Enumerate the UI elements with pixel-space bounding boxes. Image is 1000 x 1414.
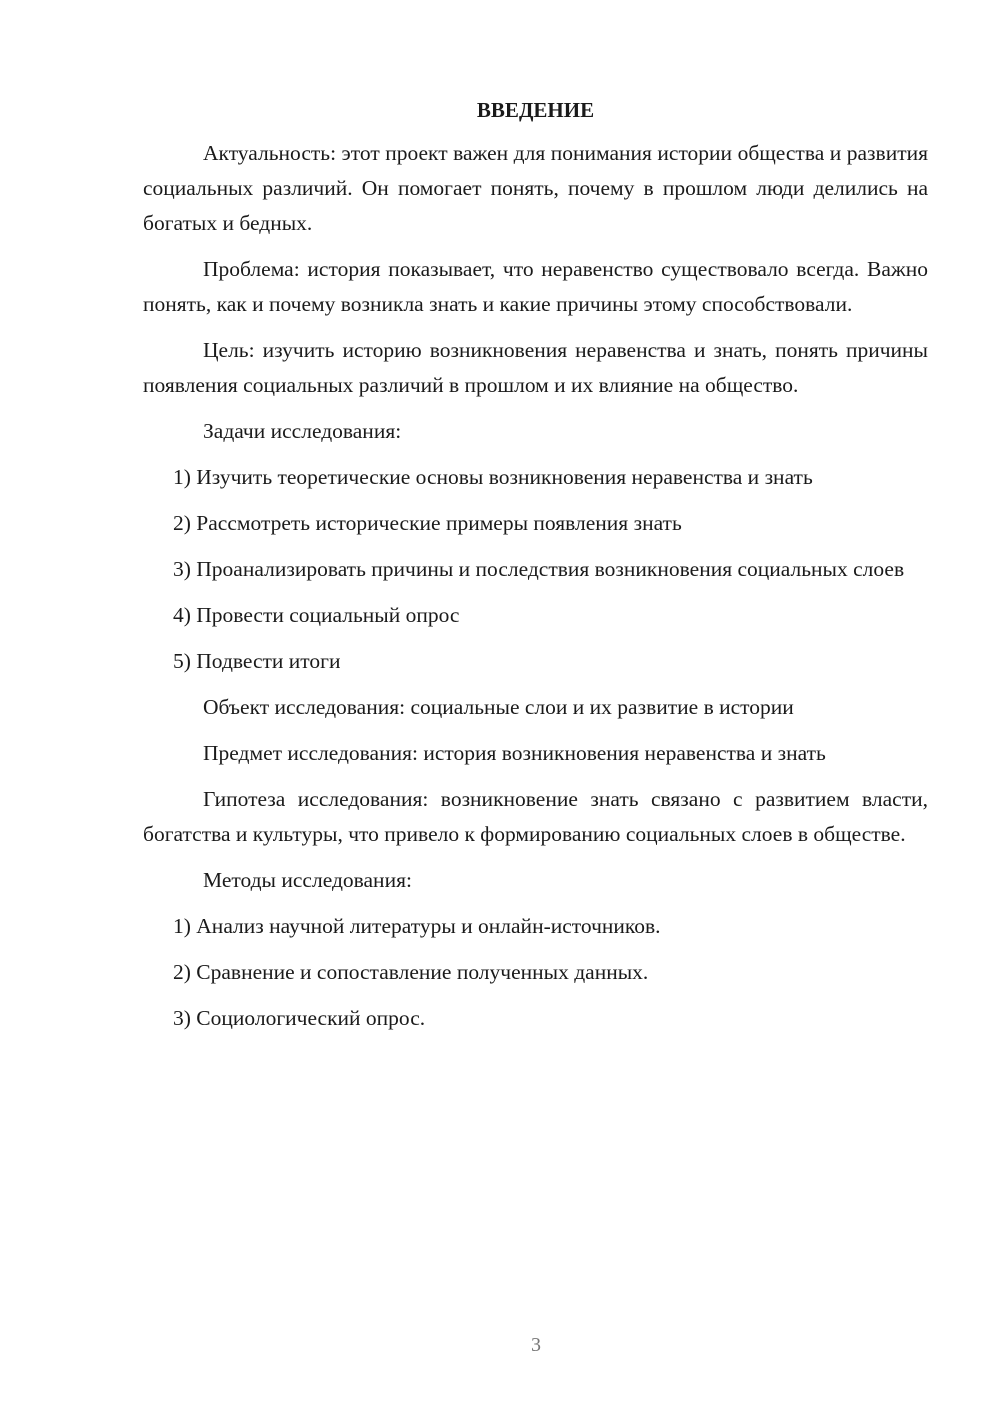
problem-paragraph: Проблема: история показывает, что неравенство существовало всегда. Важно понять, как и почему возникла знать и какие причины этому способствовали. xyxy=(143,257,928,316)
task-item-4: 4) Провести социальный опрос xyxy=(173,603,460,627)
task-item-3: 3) Проанализировать причины и последствия возникновения социальных слоев xyxy=(173,557,905,581)
methods-heading: Методы исследования: xyxy=(203,868,412,892)
relevance-paragraph: Актуальность: этот проект важен для понимания истории общества и развития социальных различий. Он помогает понять, почему в прошлом люди делились на богатых и бедных. xyxy=(143,141,928,235)
subject-paragraph: Предмет исследования: история возникновения неравенства и знать xyxy=(203,741,826,765)
tasks-heading: Задачи исследования: xyxy=(203,419,402,443)
method-item-1: 1) Анализ научной литературы и онлайн-источников. xyxy=(173,914,661,938)
task-item-1: 1) Изучить теоретические основы возникновения неравенства и знать xyxy=(173,465,813,489)
task-item-5: 5) Подвести итоги xyxy=(173,649,341,673)
document-page xyxy=(143,95,928,1047)
section-title: ВВЕДЕНИЕ xyxy=(476,98,595,122)
method-item-2: 2) Сравнение и сопоставление полученных данных. xyxy=(173,960,649,984)
goal-paragraph: Цель: изучить историю возникновения неравенства и знать, понять причины появления социальных различий в прошлом и их влияние на общество. xyxy=(143,338,928,397)
task-item-2: 2) Рассмотреть исторические примеры появления знать xyxy=(173,511,682,535)
page-number: 3 xyxy=(531,1334,541,1356)
object-paragraph: Объект исследования: социальные слои и их развитие в истории xyxy=(203,695,794,719)
hypothesis-paragraph: Гипотеза исследования: возникновение знать связано с развитием власти, богатства и культуры, что привело к формированию социальных слоев в обществе. xyxy=(143,787,928,846)
method-item-3: 3) Социологический опрос. xyxy=(173,1006,426,1030)
